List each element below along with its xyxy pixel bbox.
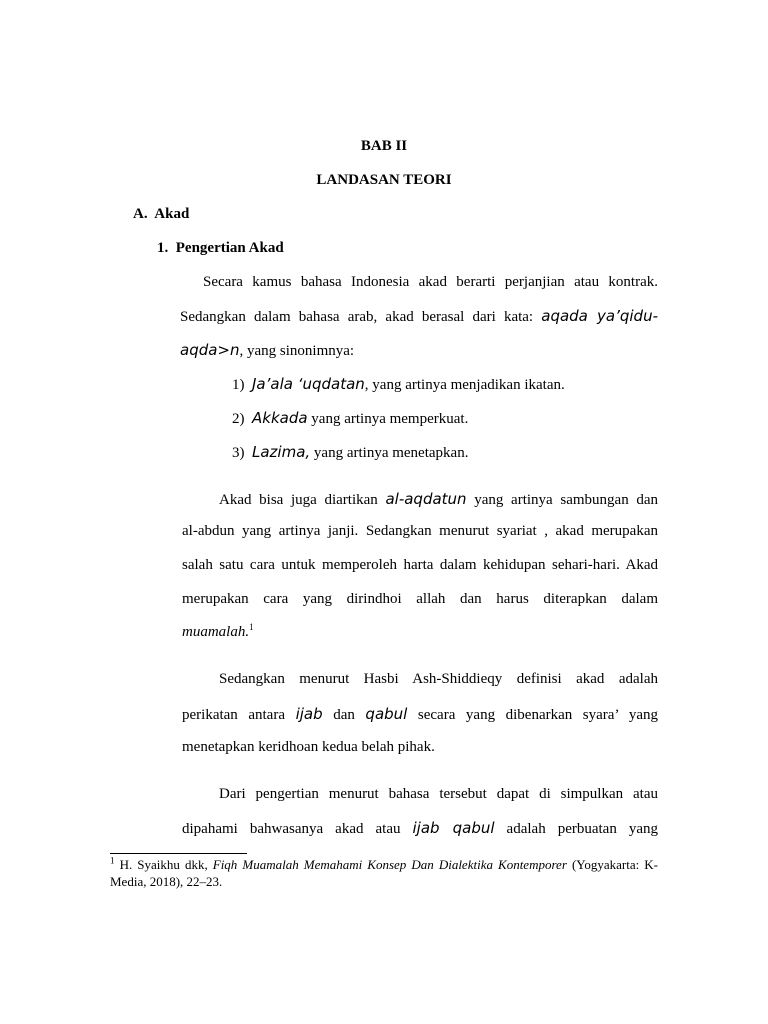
ijab-qabul-term: ijab qabul — [412, 819, 495, 837]
footnote-number: 1 — [110, 855, 115, 866]
qabul-term: qabul — [365, 705, 408, 723]
para2-text-b: yang artinya sambungan dan — [474, 492, 659, 508]
para3-line2 — [182, 705, 658, 724]
footnote-author: H. Syaikhu dkk, — [119, 857, 208, 872]
para1-line2 — [180, 307, 658, 326]
para3-line3: menetapkan keridhoan kedua belah pihak. — [182, 739, 435, 755]
para4-text-b: adalah perbuatan yang — [506, 821, 659, 837]
para1-line1: Secara kamus bahasa Indonesia akad berarti perjanjian atau kontrak. — [203, 274, 658, 290]
footnote-ref: 1 — [249, 622, 254, 632]
list-term: Lazima, — [252, 443, 311, 461]
subsection-title: Pengertian Akad — [175, 240, 284, 256]
para4-text-a: dipahami bahwasanya akad atau — [182, 821, 401, 837]
list-term: Akkada — [252, 409, 308, 427]
para2-line4: merupakan cara yang dirindhoi allah dan harus diterapkan dalam — [182, 591, 658, 607]
chapter-title: LANDASAN TEORI — [316, 172, 452, 188]
para1-line3 — [180, 341, 354, 360]
list-number: 3) — [232, 445, 245, 461]
footnote-line1 — [110, 857, 658, 873]
arabic-term: al-aqdatun — [385, 490, 467, 508]
list-text: yang artinya menetapkan. — [310, 445, 469, 461]
para1-line2-text: Sedangkan dalam bahasa arab, akad berasal dari kata: — [180, 309, 534, 325]
para4-line2 — [182, 819, 658, 838]
ijab-term: ijab — [295, 705, 323, 723]
para2-text-a: Akad bisa juga diartikan — [219, 492, 378, 508]
list-number: 2) — [232, 411, 245, 427]
list-item — [232, 375, 565, 394]
footnote-publisher: (Yogyakarta: K- — [571, 857, 658, 872]
para4-line1: Dari pengertian menurut bahasa tersebut dapat di simpulkan atau — [219, 786, 658, 802]
arabic-term: aqada ya’qidu- — [541, 307, 658, 325]
list-text: , yang artinya menjadikan ikatan. — [364, 377, 565, 393]
arabic-term-cont: aqda>n — [180, 341, 240, 359]
para3-line1: Sedangkan menurut Hasbi Ash-Shiddieqy definisi akad adalah — [219, 671, 658, 687]
para3-text-a: perikatan antara — [182, 707, 285, 723]
footnote-divider — [110, 853, 247, 854]
para3-text-b: dan — [333, 707, 355, 723]
para3-text-c: secara yang dibenarkan syara’ yang — [417, 707, 659, 723]
subsection-label: 1. — [157, 240, 169, 256]
muamalah-term: muamalah. — [182, 624, 250, 640]
list-item — [232, 409, 468, 428]
footnote-book-title: Fiqh Muamalah Memahami Konsep Dan Dialektika Kontemporer — [212, 857, 567, 872]
section-label: A. — [133, 206, 148, 222]
para2-line3: salah satu cara untuk memperoleh harta dalam kehidupan sehari-hari. Akad — [182, 557, 658, 573]
para2-line5 — [182, 624, 254, 641]
para1-line3-text: , yang sinonimnya: — [239, 343, 355, 359]
para2-line1 — [219, 490, 658, 509]
para2-line2: al-abdun yang artinya janji. Sedangkan menurut syariat , akad merupakan — [182, 523, 658, 539]
footnote-line2: Media, 2018), 22–23. — [110, 874, 223, 889]
list-text: yang artinya memperkuat. — [307, 411, 469, 427]
section-heading-akad — [133, 206, 189, 223]
section-title: Akad — [154, 206, 190, 222]
list-term: Ja’ala ‘uqdatan — [252, 375, 365, 393]
subsection-heading — [157, 240, 284, 257]
chapter-number: BAB II — [360, 138, 408, 154]
list-item — [232, 443, 468, 462]
list-number: 1) — [232, 377, 245, 393]
